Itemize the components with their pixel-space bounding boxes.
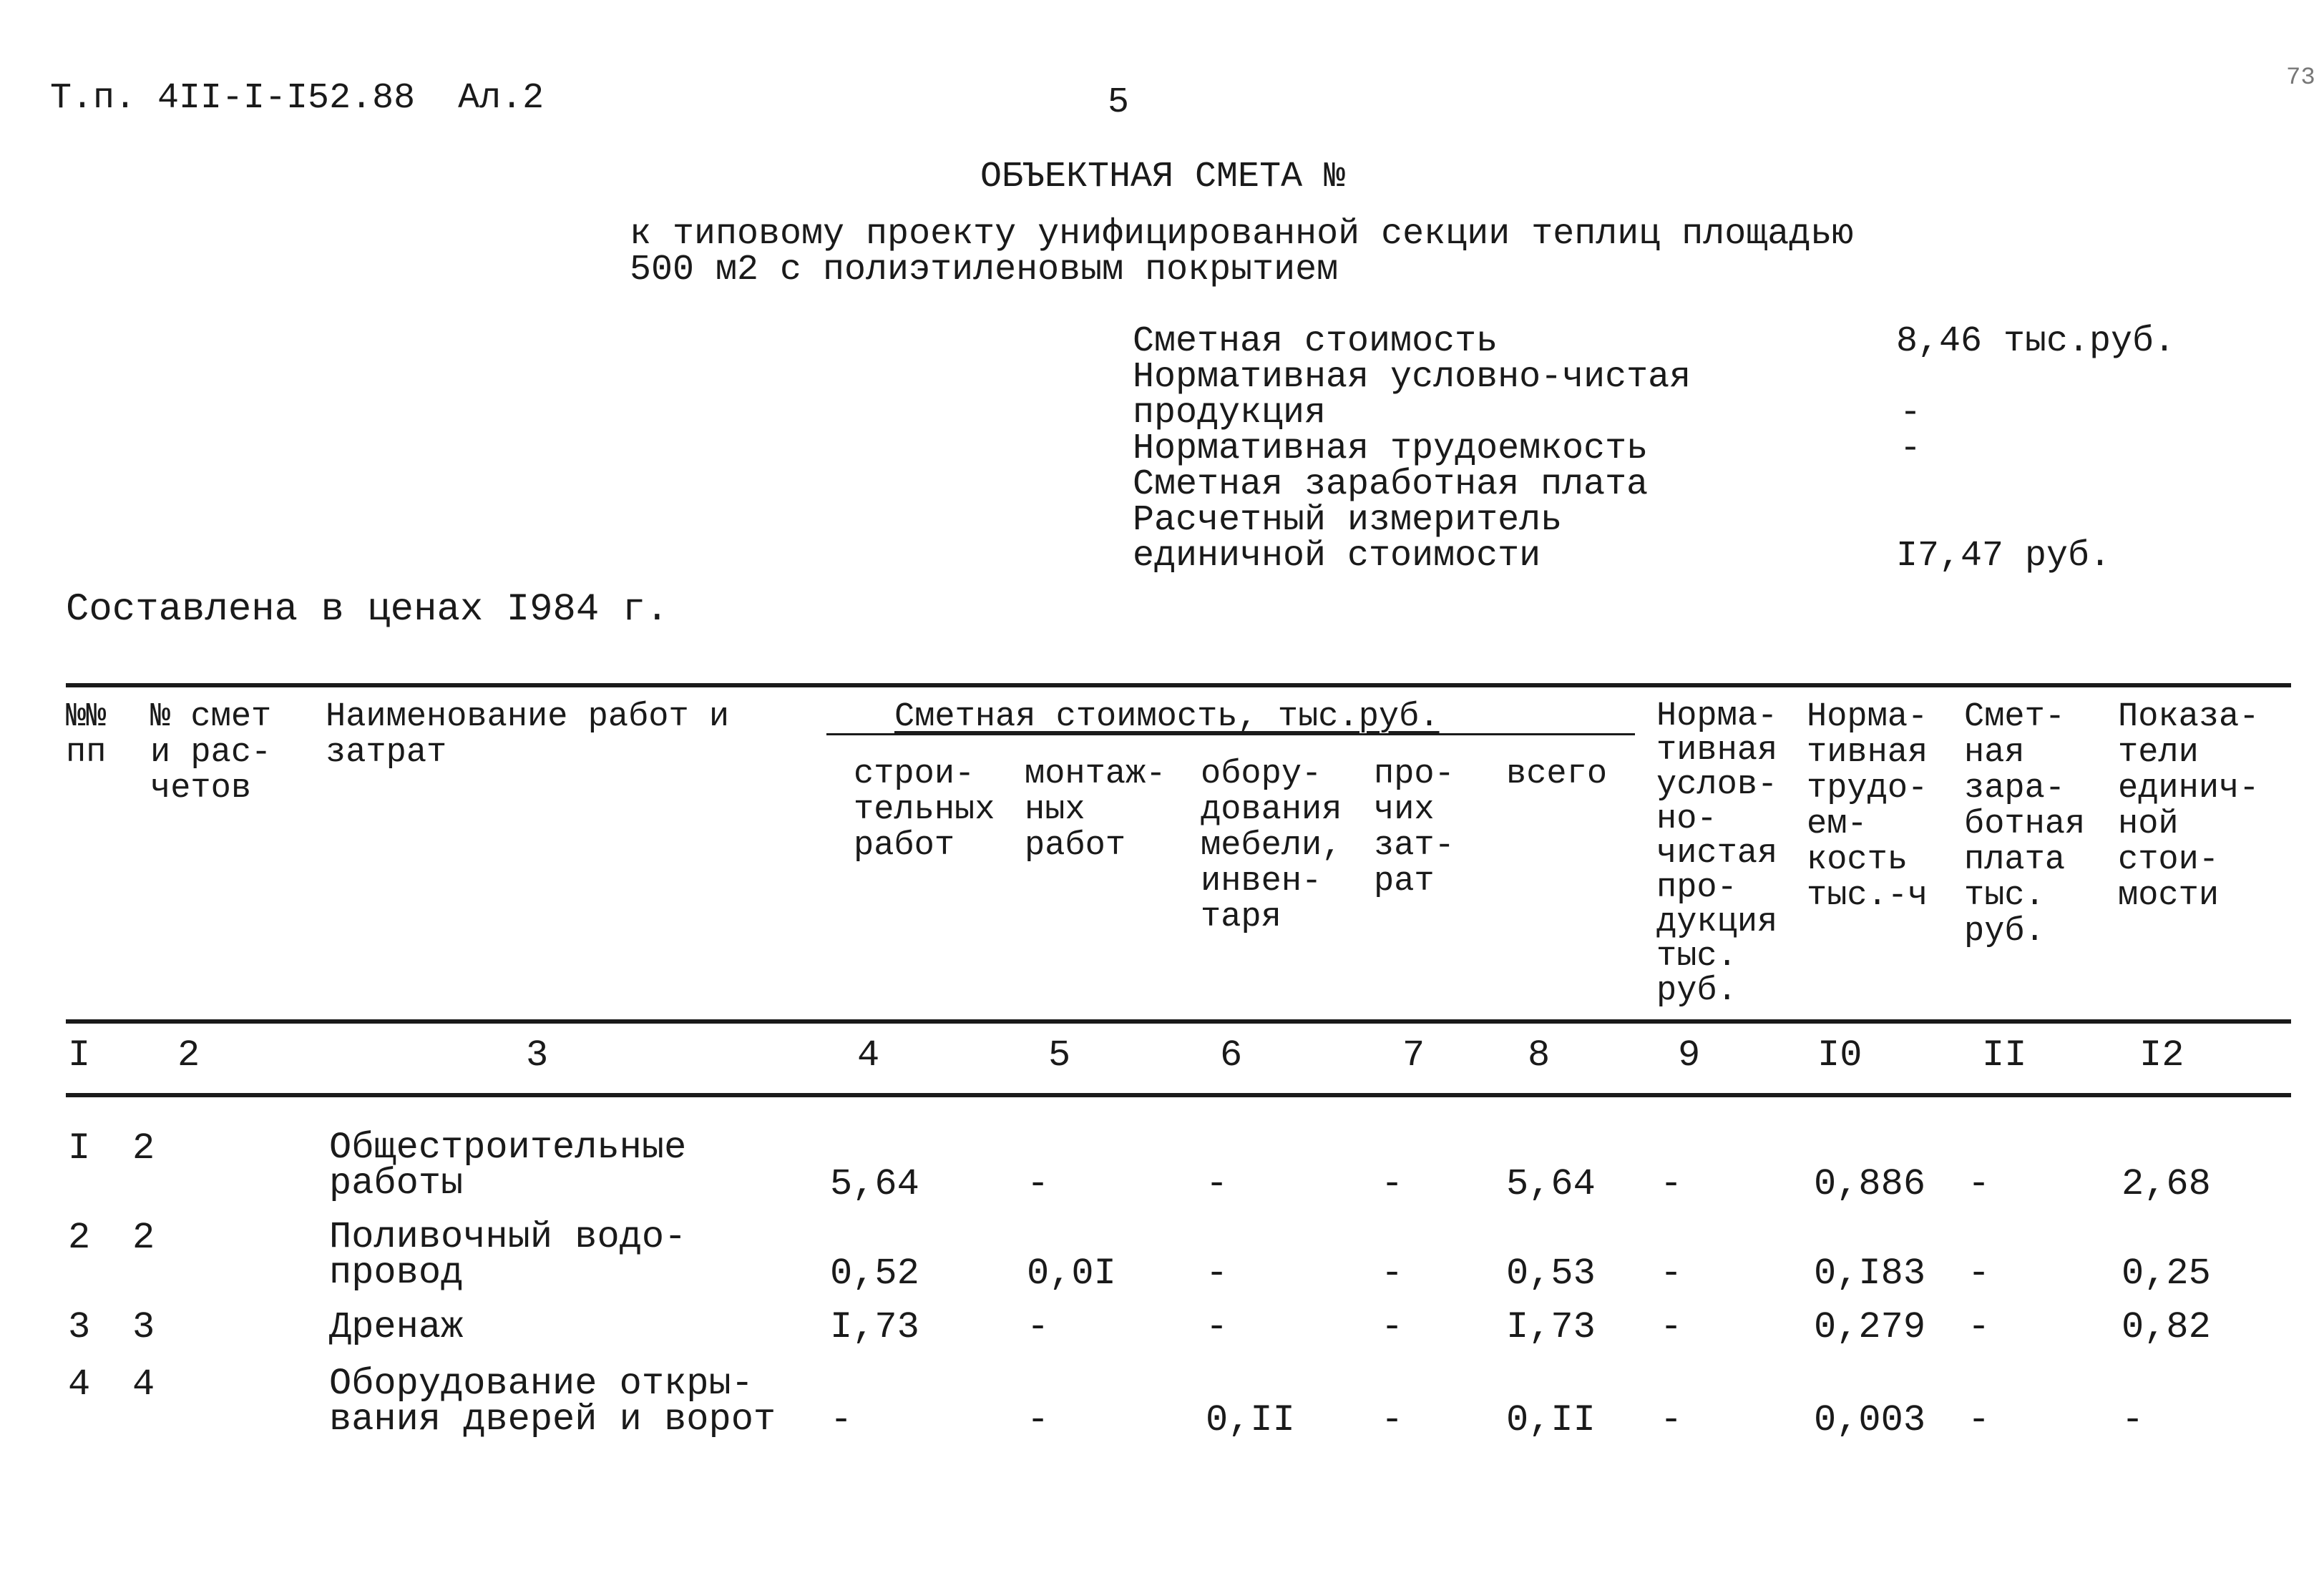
estimate-number: 2 <box>132 1217 155 1259</box>
table-top-rule <box>66 683 2291 687</box>
labor-intensity: 0,886 <box>1814 1163 1926 1205</box>
col-number-7: 7 <box>1402 1034 1425 1077</box>
col-header-6: обору- дования мебели, инвен- таря <box>1201 755 1342 936</box>
cost-construction: 5,64 <box>830 1163 919 1205</box>
wages: - <box>1968 1253 1991 1295</box>
col-number-11: II <box>1982 1034 2027 1077</box>
estimate-number: 3 <box>132 1306 155 1348</box>
summary-label-meter: Расчетный измеритель <box>1133 500 1563 541</box>
cost-installation: - <box>1027 1399 1050 1441</box>
summary-value-labor: - <box>1900 428 1922 469</box>
corner-mark: 73 <box>2286 64 2315 92</box>
unit-cost: 0,82 <box>2122 1306 2211 1348</box>
cost-total: 5,64 <box>1506 1163 1596 1205</box>
group-header-estimated-cost: Сметная стоимость, тыс.руб. <box>894 698 1440 736</box>
wages: - <box>1968 1399 1991 1441</box>
work-name: Поливочный водо- провод <box>329 1216 687 1294</box>
document-title: ОБЪЕКТНАЯ СМЕТА № <box>980 157 1346 197</box>
col-header-2: № смет и рас- четов <box>150 698 272 808</box>
work-name: Общестроительные работы <box>329 1127 687 1205</box>
summary-label-unit-cost: единичной стоимости <box>1133 536 1541 577</box>
labor-intensity: 0,003 <box>1814 1399 1926 1441</box>
labor-intensity: 0,I83 <box>1814 1253 1926 1295</box>
cost-construction: 0,52 <box>830 1253 919 1295</box>
col-number-5: 5 <box>1048 1034 1071 1077</box>
summary-label-cost: Сметная стоимость <box>1133 321 1498 362</box>
cost-equipment: - <box>1206 1253 1229 1295</box>
wages: - <box>1968 1163 1991 1205</box>
col-number-12: I2 <box>2139 1034 2184 1077</box>
labor-intensity: 0,279 <box>1814 1306 1926 1348</box>
summary-value-product: - <box>1900 393 1922 433</box>
col-number-9: 9 <box>1678 1034 1701 1077</box>
title-line-2: 500 м2 с полиэтиленовым покрытием <box>630 250 1339 290</box>
cost-construction: - <box>830 1399 853 1441</box>
col-header-12: Показа- тели единич- ной стои- мости <box>2118 698 2260 915</box>
net-output: - <box>1660 1399 1683 1441</box>
net-output: - <box>1660 1163 1683 1205</box>
col-header-11: Смет- ная зара- ботная плата тыс. руб. <box>1964 698 2086 951</box>
cost-total: 0,II <box>1506 1399 1596 1441</box>
unit-cost: - <box>2122 1399 2144 1441</box>
col-header-8: всего <box>1506 755 1608 793</box>
cost-other: - <box>1381 1306 1404 1348</box>
col-header-10: Норма- тивная трудо- ем- кость тыс.-ч <box>1807 698 1928 915</box>
col-number-2: 2 <box>177 1034 200 1077</box>
col-header-4: строи- тельных работ <box>854 755 995 865</box>
wages: - <box>1968 1306 1991 1348</box>
cost-installation: - <box>1027 1163 1050 1205</box>
cost-other: - <box>1381 1399 1404 1441</box>
numbers-bottom-rule <box>66 1093 2291 1097</box>
col-header-5: монтаж- ных работ <box>1025 755 1166 865</box>
cost-construction: I,73 <box>830 1306 919 1348</box>
net-output: - <box>1660 1253 1683 1295</box>
prices-note: Составлена в ценах I984 г. <box>66 588 669 632</box>
cost-equipment: - <box>1206 1163 1229 1205</box>
row-number: 3 <box>68 1306 91 1348</box>
col-number-3: 3 <box>526 1034 549 1077</box>
net-output: - <box>1660 1306 1683 1348</box>
unit-cost: 2,68 <box>2122 1163 2211 1205</box>
summary-label-net-output: Нормативная условно-чистая <box>1133 357 1691 398</box>
cost-total: 0,53 <box>1506 1253 1596 1295</box>
summary-value-unit-cost: I7,47 руб. <box>1896 536 2111 577</box>
estimate-number: 4 <box>132 1363 155 1406</box>
cost-equipment: 0,II <box>1206 1399 1295 1441</box>
page-number: 5 <box>1108 82 1130 123</box>
col-number-4: 4 <box>857 1034 880 1077</box>
cost-other: - <box>1381 1253 1404 1295</box>
cost-other: - <box>1381 1163 1404 1205</box>
col-header-9: Норма- тивная услов- но- чистая про- дукция тыс. руб. <box>1656 697 1778 1010</box>
cost-equipment: - <box>1206 1306 1229 1348</box>
cost-installation: - <box>1027 1306 1050 1348</box>
summary-value-cost: 8,46 тыс.руб. <box>1896 321 2176 362</box>
estimate-number: 2 <box>132 1127 155 1170</box>
col-number-1: I <box>68 1034 91 1077</box>
col-header-3: Наименование работ и затрат <box>326 698 730 772</box>
col-header-1: №№ пп <box>66 698 107 772</box>
row-number: 4 <box>68 1363 91 1406</box>
work-name: Дренаж <box>329 1306 464 1348</box>
cost-installation: 0,0I <box>1027 1253 1116 1295</box>
document-reference: Т.п. 4II-I-I52.88 Ал.2 <box>50 78 545 119</box>
col-header-7: про- чих зат- рат <box>1374 755 1455 901</box>
summary-label-labor: Нормативная трудоемкость <box>1133 428 1649 469</box>
row-number: I <box>68 1127 91 1170</box>
unit-cost: 0,25 <box>2122 1253 2211 1295</box>
cost-total: I,73 <box>1506 1306 1596 1348</box>
summary-label-wages: Сметная заработная плата <box>1133 464 1649 505</box>
row-number: 2 <box>68 1217 91 1259</box>
title-line-1: к типовому проекту унифицированной секции теплиц площадью <box>630 214 1854 255</box>
col-number-8: 8 <box>1528 1034 1551 1077</box>
col-number-6: 6 <box>1220 1034 1243 1077</box>
summary-label-product: продукция <box>1133 393 1327 433</box>
col-number-10: I0 <box>1817 1034 1862 1077</box>
header-bottom-rule <box>66 1019 2291 1024</box>
work-name: Оборудование откры- вания дверей и ворот <box>329 1363 776 1441</box>
